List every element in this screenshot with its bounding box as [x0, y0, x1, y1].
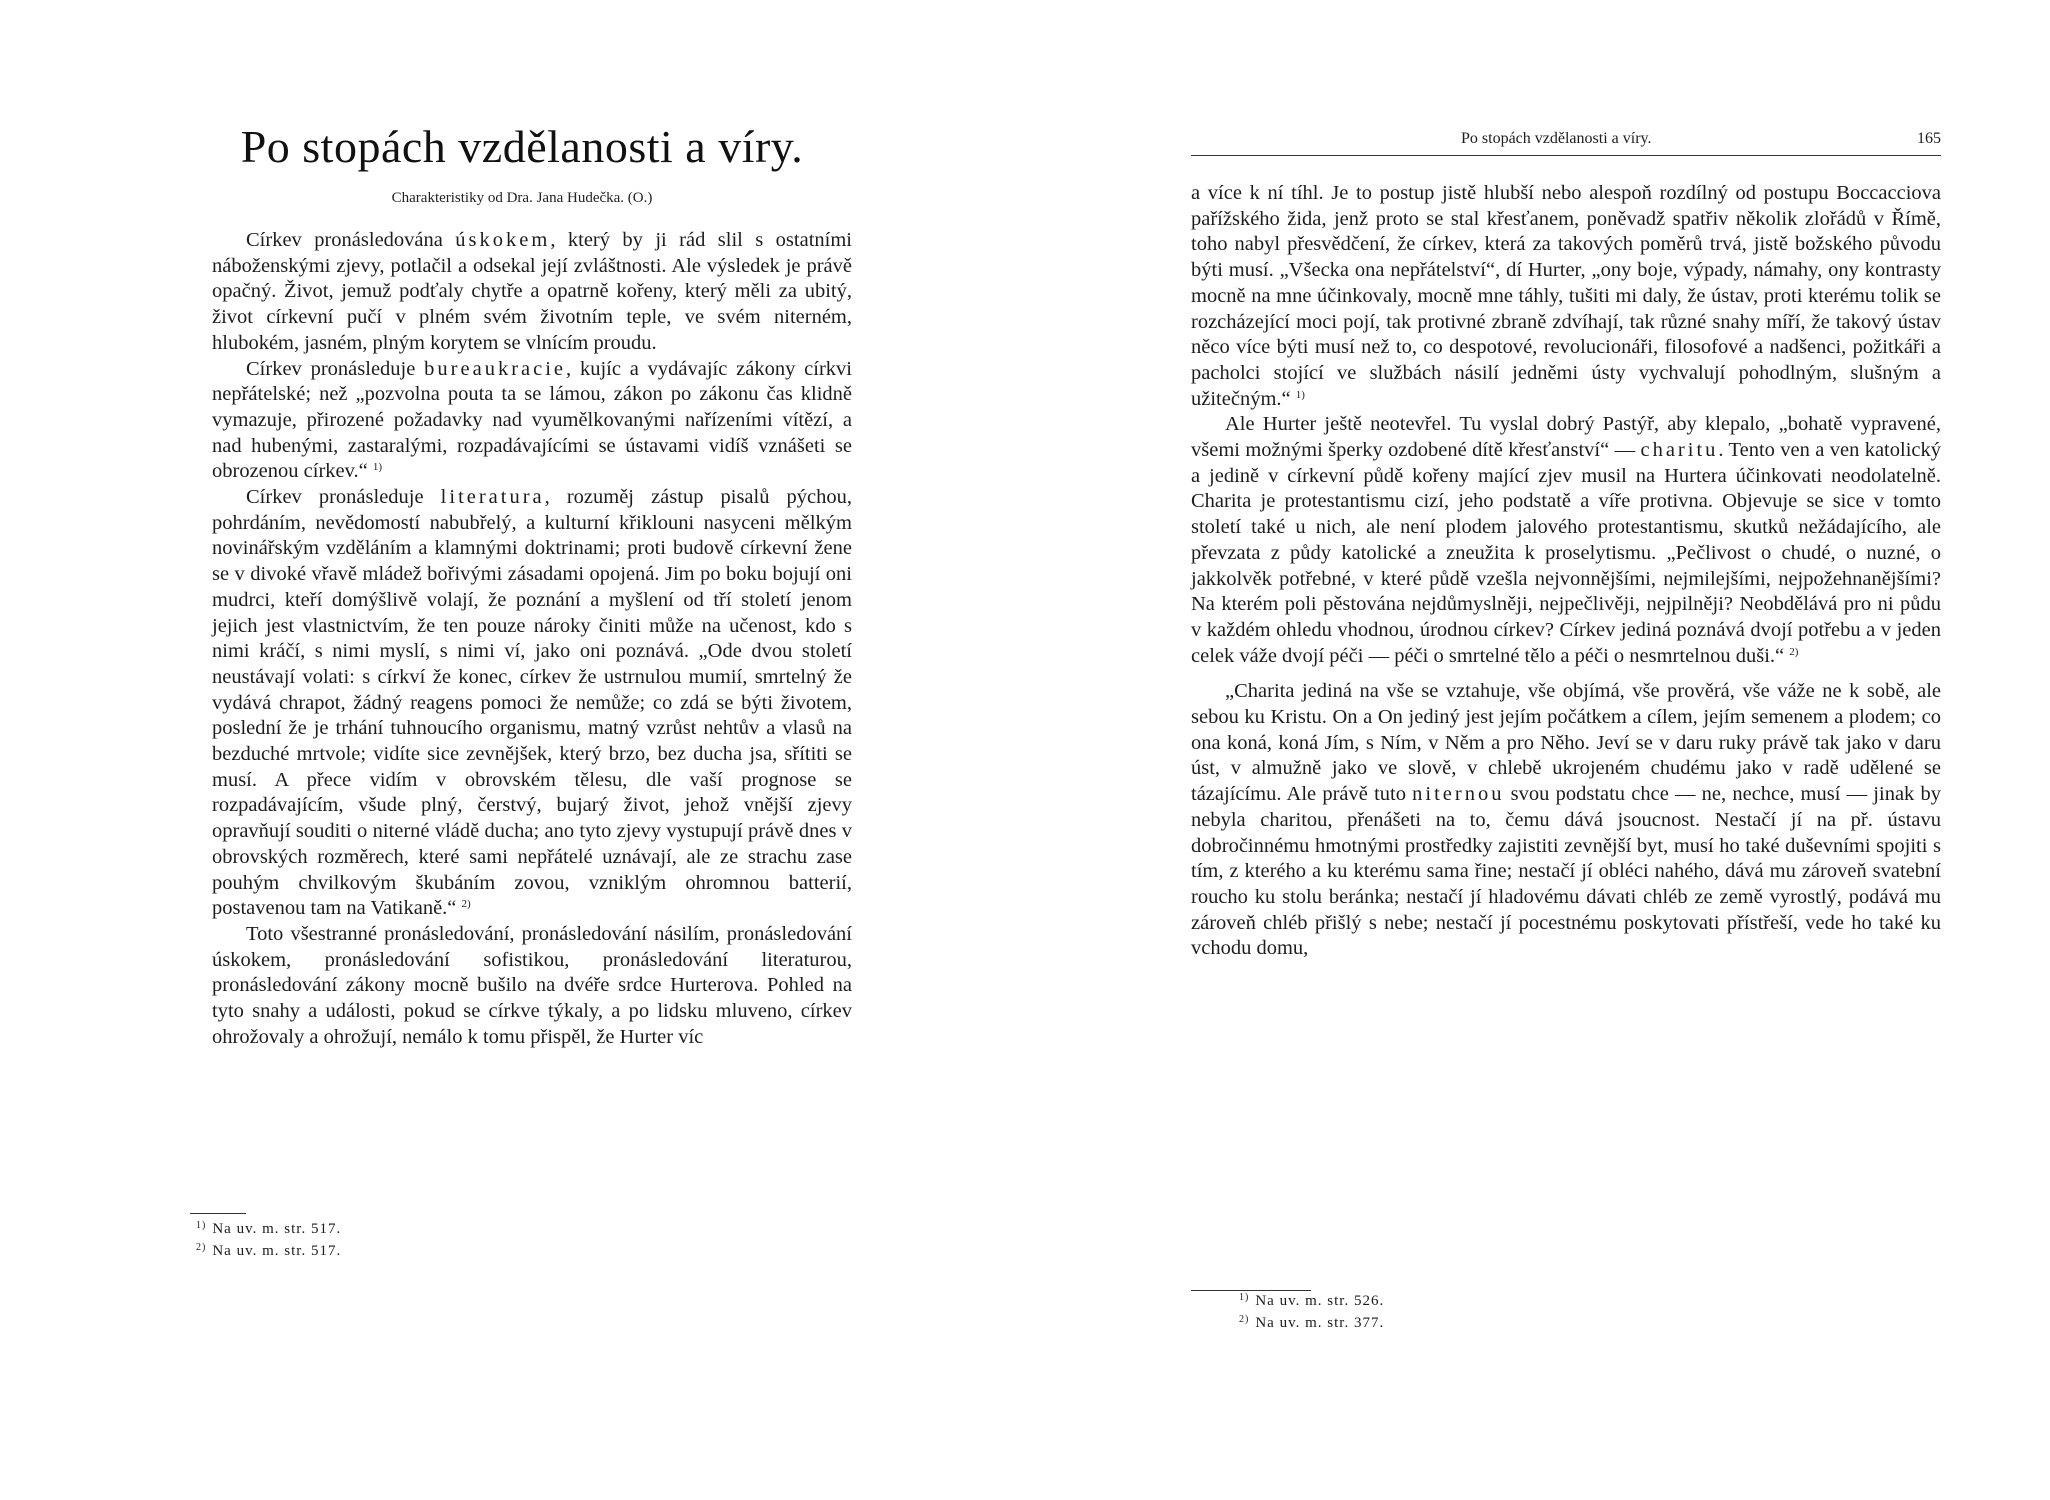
footnote-text: Na uv. m. str. 526. [1255, 1293, 1385, 1309]
header-rule [1191, 155, 1941, 156]
page-number: 165 [1917, 130, 1941, 147]
text-run: „Charita jediná na vše se vztahuje, vše objímá, vše prověrá, vše váže ne k sobě, ale sebou ku Kristu. On a On jediný jest jejím počátkem a cílem, jejím semenem a plodem; co ona koná, koná Jím, s Ním, v Něm a pro Něho. Jeví se v daru ruky právě tak jako v daru úst, v almužně jako ve slově, v chlebě ukrojeném chudému jako v radě udělené se tázajícímu. Ale právě tuto [1191, 680, 1941, 806]
right-page [1025, 0, 2050, 1500]
body-paragraph [1191, 679, 1941, 962]
footnote-text: Na uv. m. str. 517. [212, 1243, 342, 1259]
body-paragraph [212, 485, 852, 922]
footnote-rule [190, 1213, 246, 1214]
footnote-reference: 1) [372, 461, 383, 474]
text-run: Ale Hurter ještě neotevřel. Tu vyslal dobrý Pastýř, aby klepalo, „bohatě vypravené, všemi možnými šperky ozdobené dítě křesťanství“ — [1191, 413, 1941, 462]
footnote-text: Na uv. m. str. 517. [212, 1221, 342, 1237]
text-run: Toto všestranné pronásledování, pronásledování násilím, pronásledování úskokem, pronásledování sofistikou, pronásledování literaturou, pronásledování zákony mocně bušilo na dvéře srdce Hurterova. Pohled na tyto snahy a události, pokud se církve týkaly, a po lidsku mluveno, církev ohrožovaly a ohrožují, nemálo k tomu přispěl, že Hurter víc [212, 922, 852, 1048]
text-run: svou podstatu chce — ne, nechce, musí — jinak by nebyla charitou, přenášeti na to, čemu dává jsoucnost. Nestačí jí na př. ústavu dobročinnému hmotnými prostředky zajistiti zevnější byt, musí ho také duševními spojiti s tím, z kterého a ku kterému sama řine; nestačí jí obléci nahého, dává mu zároveň svatební roucho ku stolu beránka; nestačí jí hladovému dávati chléb ze země vyrostlý, podává mu zároveň chléb přišlý s nebe; nestačí jí pocestnému poskytovati přístřeší, vede ho také ku vchodu domu, [1191, 783, 1941, 960]
body-paragraph [212, 357, 852, 486]
left-body-text [212, 228, 852, 1051]
text-run: Církev pronásledována [246, 229, 456, 251]
spaced-emphasis: literatura [440, 486, 545, 509]
left-footnotes [196, 1218, 341, 1262]
text-run: a více k ní tíhl. Je to postup jistě hlubší nebo alespoň rozdílný od postupu Boccacciova pařížského žida, jenž proto se stal křesťanem, poněvadž spatřiv několik zlořádů v Římě, toho nabyl přesvědčení, že církev, která za takových poměrů trvá, jistě božského původu býti musí. „Všecka ona nepřátelství“, dí Hurter, „ony boje, výpady, námahy, ony kontrasty mocně na mne účinkovaly, mocně mne táhly, tušiti mi daly, že ústav, proti kterému tolik se rozcházející moci pojí, tak protivné zbraně zdvíhají, tak různé snahy míří, že takový ústav něco více býti musí než to, co despotové, revolucionáři, filosofové a nadšenci, požitkáři a pacholci stojící ve službách násilí jedněmi ústy vychvalují pohodlným, slušným a užitečným.“ [1191, 182, 1941, 410]
footnote-text: Na uv. m. str. 377. [1255, 1315, 1385, 1331]
body-paragraph [212, 228, 852, 357]
right-body-text [1191, 181, 1941, 962]
footnote [196, 1240, 341, 1262]
footnote [1239, 1290, 1384, 1312]
spaced-emphasis: úskokem [455, 229, 551, 251]
footnote-mark: 1) [196, 1220, 207, 1231]
spaced-emphasis: niternou [1412, 783, 1505, 806]
right-footnotes [1239, 1290, 1384, 1334]
text-run: , který by ji rád slil s ostatními náboženskými zjevy, potlačil a odsekal její zvláštnosti. Ale výsledek je právě opačný. Život, jemuž podťaly chytře a opatrně kořeny, který měli za ubitý, život církevní pučí v plném svém životním teple, ve svém niterném, hlubokém, jasném, plným korytem se vlnícím proudu. [212, 229, 852, 354]
spaced-emphasis: bureaukracie [424, 357, 567, 380]
body-paragraph [1191, 181, 1941, 412]
text-run: , kujíc a vydávajíc zákony církvi nepřátelské; než „pozvolna pouta ta se lámou, zákon po zákonu čas klidně vymazuje, přirozené požadavky nad vyumělkovanými nařízeními vítězí, a nad hubenými, zastaralými, rozpadávajícími se ústavami vidíš vznášeti se obrozenou církev.“ [212, 357, 852, 483]
footnote-reference: 2) [461, 898, 471, 911]
footnote-reference: 2) [1789, 645, 1799, 658]
text-run: . Tento ven a ven katolický a jedině v církevní půdě kořeny mající zjev musil na Hurtera účinkovati neodolatelně. Charita je protestantismu cizí, jeho podstatě a víře protivna. Objevuje se sice v tomto století také u nich, ale není plodem jalového protestantismu, skutků nežádajícího, ale převzata z půdy katolické a zneužita k proselytismu. „Pečlivost o chudé, o nuzné, o jakkolvěk potřebné, v které půdě vzešla nejvonnějšími, nejmilejšími, nejpožehnanějšími? Na kterém poli pěstována nejdůmyslněji, nejpečlivěji, nejpilněji? Neobdělává pro ni půdu v každém ohledu vhodnou, úrodnou církev? Církev jediná poznává dvojí potřebu a v jeden celek váže dvojí péči — péči o smrtelné tělo a péči o nesmrtelnou duši.“ [1191, 439, 1941, 667]
footnote-mark: 1) [1239, 1292, 1250, 1303]
footnote-reference: 1) [1295, 388, 1305, 401]
running-head: Po stopách vzdělanosti a víry. [1461, 130, 1652, 147]
text-run: Církev pronásleduje [246, 357, 425, 380]
page-header [1191, 126, 1941, 154]
footnote [196, 1218, 341, 1240]
article-subtitle: Charakteristiky od Dra. Jana Hudečka. (O.) [391, 190, 653, 206]
article-title: Po stopách vzdělanosti a víry. [240, 121, 804, 172]
footnote-mark: 2) [1239, 1314, 1250, 1325]
footnote-mark: 2) [196, 1242, 207, 1253]
text-run: , rozuměj zástup pisalů pýchou, pohrdáním, nevědomostí nabubřelý, a kulturní křiklouni nasyceni mělkým novinářským vzděláním a klamnými doktrinami; proti budově církevní žene se v divoké vřavě mládež bořivými zásadami opojená. Jim po boku bojují oni mudrci, kteří domýšlivě volají, že poznání a myšlení od tří století jenom jejich jest vlastnictvím, že ten pouze nároky činiti může na učenost, kdo s nimi kráčí, s nimi myslí, s nimi ví, jako oni poznává. „Ode dvou století neustávají volati: s církví že konec, církev že ustrnulou mumií, smrtelný že vydává chrapot, žádný reagens pomoci že nemůže; co zdá se býti životem, poslední že je trhání tuhnoucího organismu, matný vzrůst nehtův a vlasů na bezduché mrtvole; vidíte sice zevnějšek, který brzo, bez ducha jsa, sřítiti se musí. A přece vidím v obrovském tělesu, dle vaší prognose se rozpadávajícím, všude plný, čerstvý, bujarý život, jehož vnější zjevy opravňují souditi o niterné vládě ducha; ano tyto zjevy vystupují právě dnes v obrovských rozměrech, které sami nepřátelé uznávají, ale ze strachu zase pouhým chvilkovým škubáním zovou, vzniklým ohromnou batterií, postavenou tam na Vatikaně.“ [212, 486, 852, 920]
footnote [1239, 1312, 1384, 1334]
body-paragraph [1191, 412, 1941, 669]
text-run: Církev pronásleduje [246, 486, 441, 509]
body-paragraph [212, 922, 852, 1051]
spaced-emphasis: charitu [1640, 439, 1719, 462]
